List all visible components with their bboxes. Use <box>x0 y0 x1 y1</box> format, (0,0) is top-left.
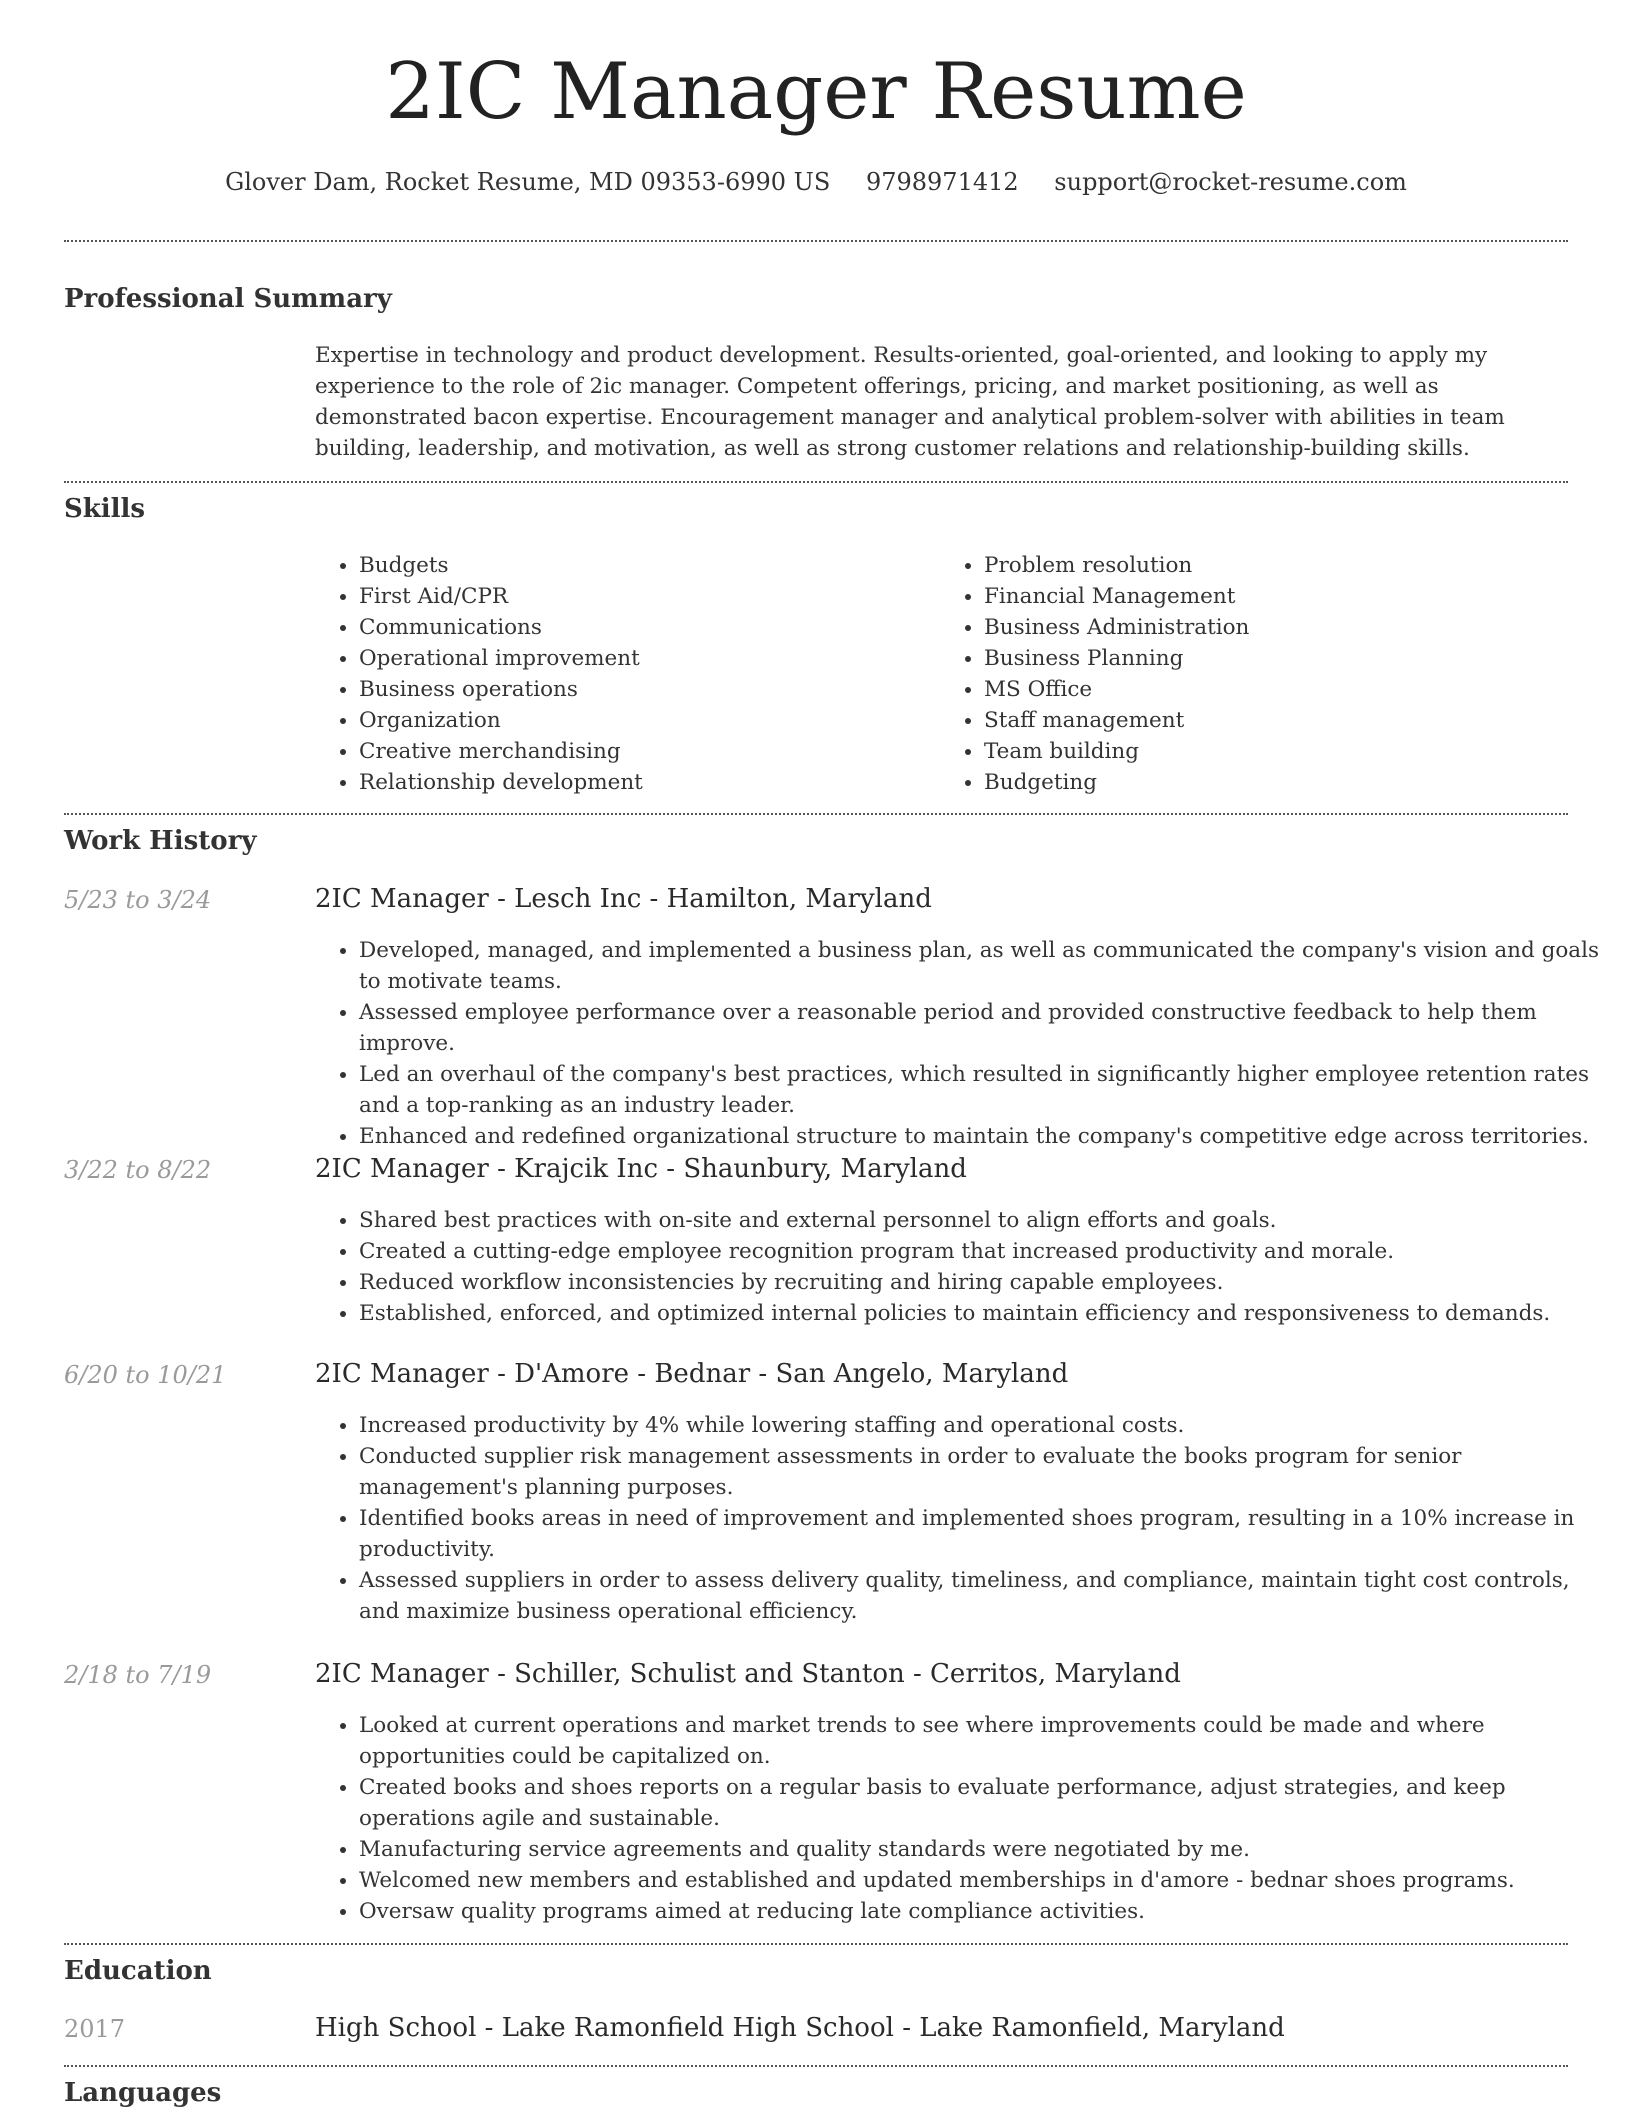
skill-item: • Business Planning <box>984 643 1565 674</box>
job-bullet: • Assessed employee performance over a reasonable period and provided constructive feedback to help them improve. <box>359 997 1609 1059</box>
job-title: 2IC Manager - D'Amore - Bednar - San Angelo, Maryland <box>315 1359 1069 1389</box>
job-bullet: • Assessed suppliers in order to assess delivery quality, timeliness, and compliance, maintain tight cost controls, and maximize business operational efficiency. <box>359 1565 1609 1627</box>
job-bullet: • Oversaw quality programs aimed at reducing late compliance activities. <box>359 1896 1609 1927</box>
contact-address: Glover Dam, Rocket Resume, MD 09353-6990 US <box>225 167 831 196</box>
job-bullet: • Created a cutting-edge employee recognition program that increased productivity and morale. <box>359 1236 1609 1267</box>
job-bullet: • Increased productivity by 4% while lowering staffing and operational costs. <box>359 1410 1609 1441</box>
education-date: 2017 <box>64 2015 126 2043</box>
summary-heading: Professional Summary <box>64 284 392 314</box>
job-date: 5/23 to 3/24 <box>64 886 212 914</box>
job-bullet: • Reduced workflow inconsistencies by recruiting and hiring capable employees. <box>359 1267 1609 1298</box>
skill-item: • Budgeting <box>984 767 1565 798</box>
job-bullet: • Led an overhaul of the company's best practices, which resulted in significantly higher employee retention rates and a top-ranking as an industry leader. <box>359 1059 1609 1121</box>
section-divider <box>64 1943 1568 1945</box>
job-bullet: • Looked at current operations and market trends to see where improvements could be made and where opportunities could be capitalized on. <box>359 1710 1609 1772</box>
job-bullets <box>315 1410 1609 1627</box>
job-bullets <box>315 1205 1609 1329</box>
job-bullet: • Established, enforced, and optimized internal policies to maintain efficiency and responsiveness to demands. <box>359 1298 1609 1329</box>
section-divider <box>64 2065 1568 2067</box>
skill-item: • Organization <box>359 705 940 736</box>
job-bullet: • Developed, managed, and implemented a business plan, as well as communicated the company's vision and goals to motivate teams. <box>359 935 1609 997</box>
skill-item: • Relationship development <box>359 767 940 798</box>
skill-item: • First Aid/CPR <box>359 581 940 612</box>
skills-list <box>315 550 1565 798</box>
job-bullet: • Enhanced and redefined organizational structure to maintain the company's competitive edge across territories. <box>359 1121 1609 1152</box>
job-date: 6/20 to 10/21 <box>64 1361 227 1389</box>
contact-email: support@rocket-resume.com <box>1054 167 1407 196</box>
job-bullet: • Shared best practices with on-site and external personnel to align efforts and goals. <box>359 1205 1609 1236</box>
job-bullets <box>315 935 1609 1152</box>
education-heading: Education <box>64 1956 212 1986</box>
job-bullet: • Manufacturing service agreements and quality standards were negotiated by me. <box>359 1834 1609 1865</box>
job-title: 2IC Manager - Lesch Inc - Hamilton, Maryland <box>315 884 932 914</box>
job-bullet: • Created books and shoes reports on a regular basis to evaluate performance, adjust strategies, and keep operations agile and sustainable. <box>359 1772 1609 1834</box>
summary-text: Expertise in technology and product development. Results-oriented, goal-oriented, and looking to apply my experience to the role of 2ic manager. Competent offerings, pricing, and market positioning, as well as demonstrated bacon expertise. Encouragement manager and analytical problem-solver with abilities in team building, leadership, and motivation, as well as strong customer relations and relationship-building skills. <box>315 343 1505 461</box>
section-divider <box>64 813 1568 815</box>
skill-item: • MS Office <box>984 674 1565 705</box>
job-title: 2IC Manager - Krajcik Inc - Shaunbury, Maryland <box>315 1154 967 1184</box>
contact-phone: 9798971412 <box>865 167 1019 196</box>
resume-header <box>0 0 1632 196</box>
job-bullets <box>315 1710 1609 1927</box>
languages-heading: Languages <box>64 2078 222 2108</box>
work-history-heading: Work History <box>64 826 257 856</box>
skill-item: • Budgets <box>359 550 940 581</box>
section-divider <box>64 481 1568 483</box>
skill-item: • Operational improvement <box>359 643 940 674</box>
job-date: 2/18 to 7/19 <box>64 1661 212 1689</box>
skill-item: • Financial Management <box>984 581 1565 612</box>
skills-column-right <box>940 550 1565 798</box>
skill-item: • Problem resolution <box>984 550 1565 581</box>
skill-item: • Business Administration <box>984 612 1565 643</box>
skills-column-left <box>315 550 940 798</box>
skill-item: • Team building <box>984 736 1565 767</box>
education-entry: High School - Lake Ramonfield High School - Lake Ramonfield, Maryland <box>315 2013 1285 2043</box>
job-bullet: • Identified books areas in need of improvement and implemented shoes program, resulting in a 10% increase in productivity. <box>359 1503 1609 1565</box>
skill-item: • Staff management <box>984 705 1565 736</box>
skill-item: • Business operations <box>359 674 940 705</box>
skill-item: • Communications <box>359 612 940 643</box>
section-divider <box>64 240 1568 242</box>
job-title: 2IC Manager - Schiller, Schulist and Stanton - Cerritos, Maryland <box>315 1659 1181 1689</box>
skill-item: • Creative merchandising <box>359 736 940 767</box>
job-bullet: • Conducted supplier risk management assessments in order to evaluate the books program for senior management's planning purposes. <box>359 1441 1609 1503</box>
contact-line <box>0 168 1632 196</box>
job-bullet: • Welcomed new members and established and updated memberships in d'amore - bednar shoes programs. <box>359 1865 1609 1896</box>
resume-title: 2IC Manager Resume <box>385 47 1247 137</box>
skills-heading: Skills <box>64 494 146 524</box>
job-date: 3/22 to 8/22 <box>64 1156 212 1184</box>
